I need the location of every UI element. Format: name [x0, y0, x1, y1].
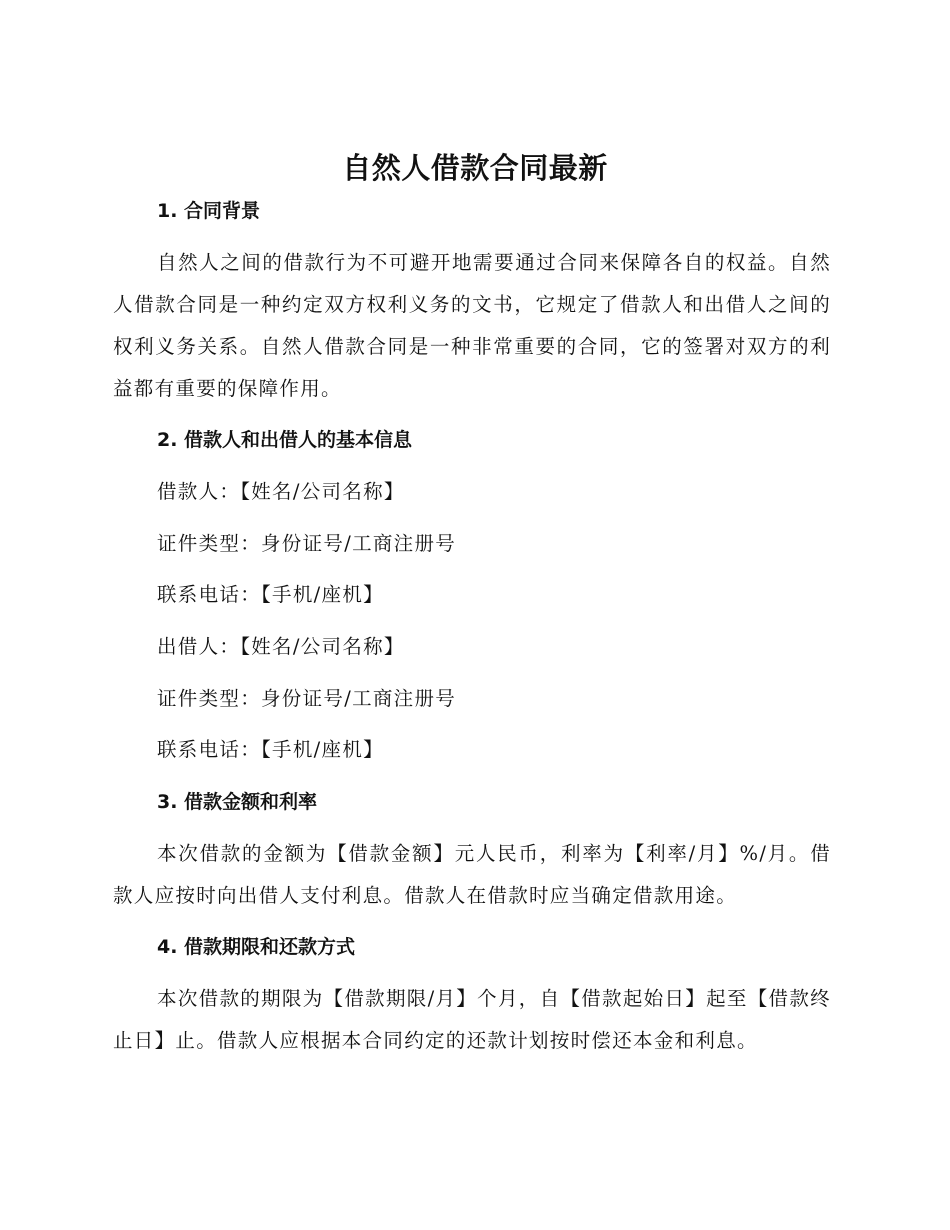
borrower-name-field: 借款人：【姓名/公司名称】	[157, 480, 405, 503]
borrower-phone-field: 联系电话：【手机/座机】	[157, 583, 384, 606]
document-title: 自然人借款合同最新	[342, 151, 608, 185]
section-3-paragraph: 本次借款的金额为【借款金额】元人民币，利率为【利率/月】%/月。借款人应按时向出借人支付利息。借款人在借款时应当确定借款用途。	[113, 842, 831, 907]
section-3-heading: 3. 借款金额和利率	[157, 791, 318, 813]
section-1-heading: 1. 合同背景	[157, 200, 261, 222]
lender-id-type-field: 证件类型：身份证号/工商注册号	[157, 687, 457, 710]
section-2-heading: 2. 借款人和出借人的基本信息	[157, 429, 413, 451]
lender-name-field: 出借人：【姓名/公司名称】	[157, 635, 405, 658]
lender-phone-field: 联系电话：【手机/座机】	[157, 738, 384, 761]
section-4-paragraph: 本次借款的期限为【借款期限/月】个月，自【借款起始日】起至【借款终止日】止。借款人应根据本合同约定的还款计划按时偿还本金和利息。	[113, 987, 831, 1052]
section-1-paragraph: 自然人之间的借款行为不可避开地需要通过合同来保障各自的权益。自然人借款合同是一种约定双方权利义务的文书，它规定了借款人和出借人之间的权利义务关系。自然人借款合同是一种非常重要的合同，它的签署对双方的利益都有重要的保障作用。	[113, 251, 831, 400]
section-4-heading: 4. 借款期限和还款方式	[157, 936, 356, 958]
borrower-id-type-field: 证件类型：身份证号/工商注册号	[157, 532, 457, 555]
